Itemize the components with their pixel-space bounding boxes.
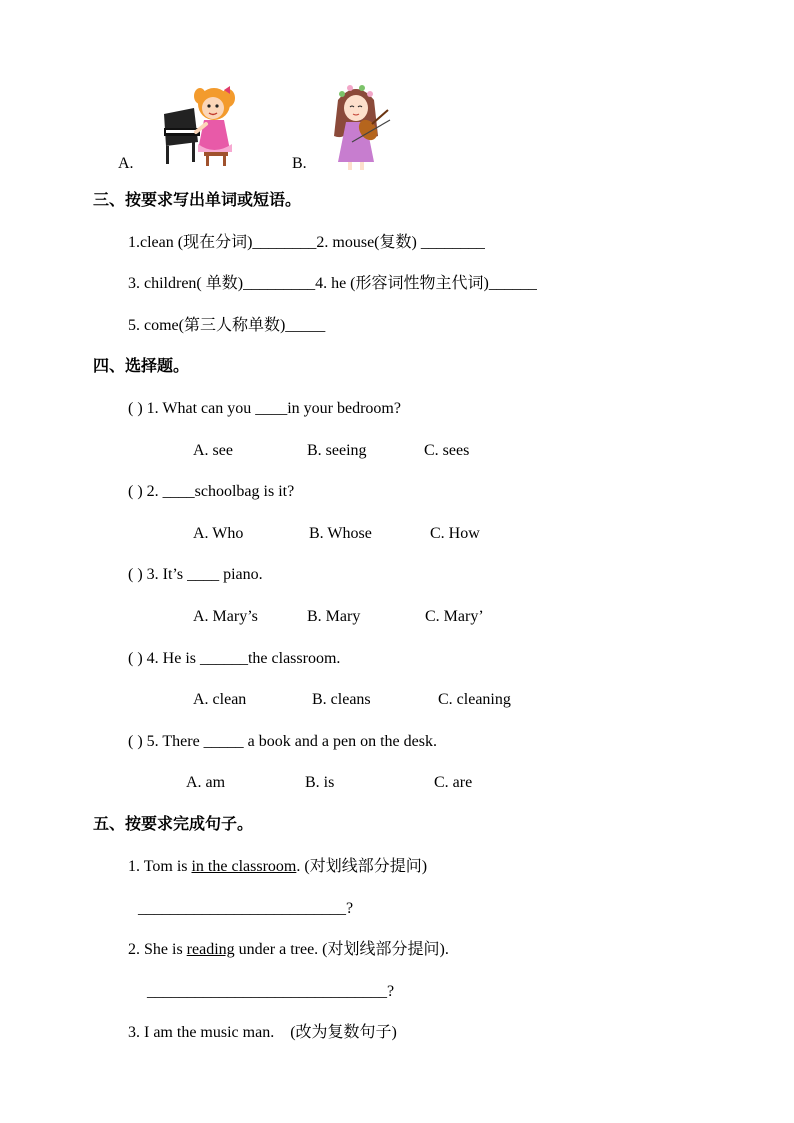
option-c: C. Mary’ [425, 608, 484, 625]
option-b: B. is [305, 774, 335, 791]
section3-line1: 1.clean (现在分词)________2. mouse(复数) ________ [128, 234, 485, 251]
section3-line2: 3. children( 单数)_________4. he (形容词性物主代词)______ [128, 275, 537, 292]
picture-a-label: A. [118, 155, 134, 172]
sentence-2-start: 2. She is [128, 941, 187, 958]
option-a: A. Who [193, 525, 244, 542]
option-b: B. seeing [307, 442, 367, 459]
girl-violin-illustration [318, 80, 396, 170]
section3-line3: 5. come(第三人称单数)_____ [128, 317, 326, 334]
option-b: B. Mary [307, 608, 361, 625]
sentence-3: 3. I am the music man. (改为复数句子) [128, 1024, 397, 1041]
sentence-2 [128, 940, 449, 960]
question-stem: ( ) 4. He is ______the classroom. [128, 650, 341, 667]
sentence-2-underlined: reading [186, 941, 235, 958]
section3-heading: 三、按要求写出单词或短语。 [93, 192, 302, 209]
section4-heading: 四、选择题。 [93, 358, 190, 375]
option-c: C. sees [424, 442, 470, 459]
option-a: A. see [193, 442, 233, 459]
option-c: C. cleaning [438, 691, 511, 708]
question-stem: ( ) 5. There _____ a book and a pen on the desk. [128, 733, 437, 750]
sentence-1-underlined: in the classroom [191, 858, 297, 875]
sentence-2-end: under a tree. (对划线部分提问). [234, 941, 449, 958]
question-stem: ( ) 3. It’s ____ piano. [128, 566, 263, 583]
section5-heading: 五、按要求完成句子。 [93, 816, 254, 833]
sentence-1-end: . (对划线部分提问) [296, 858, 428, 875]
answer-line-2: ______________________________? [147, 983, 395, 1000]
picture-b-label: B. [292, 155, 307, 172]
sentence-1-start: 1. Tom is [128, 858, 192, 875]
option-a: A. Mary’s [193, 608, 258, 625]
option-a: A. am [186, 774, 226, 791]
sentence-1 [128, 857, 427, 877]
option-a: A. clean [193, 691, 247, 708]
option-b: B. cleans [312, 691, 371, 708]
option-b: B. Whose [309, 525, 372, 542]
option-c: C. are [434, 774, 473, 791]
question-stem: ( ) 2. ____schoolbag is it? [128, 483, 295, 500]
question-stem: ( ) 1. What can you ____in your bedroom? [128, 400, 401, 417]
answer-line-1: __________________________? [138, 900, 354, 917]
girl-piano-illustration [158, 84, 240, 168]
option-c: C. How [430, 525, 480, 542]
